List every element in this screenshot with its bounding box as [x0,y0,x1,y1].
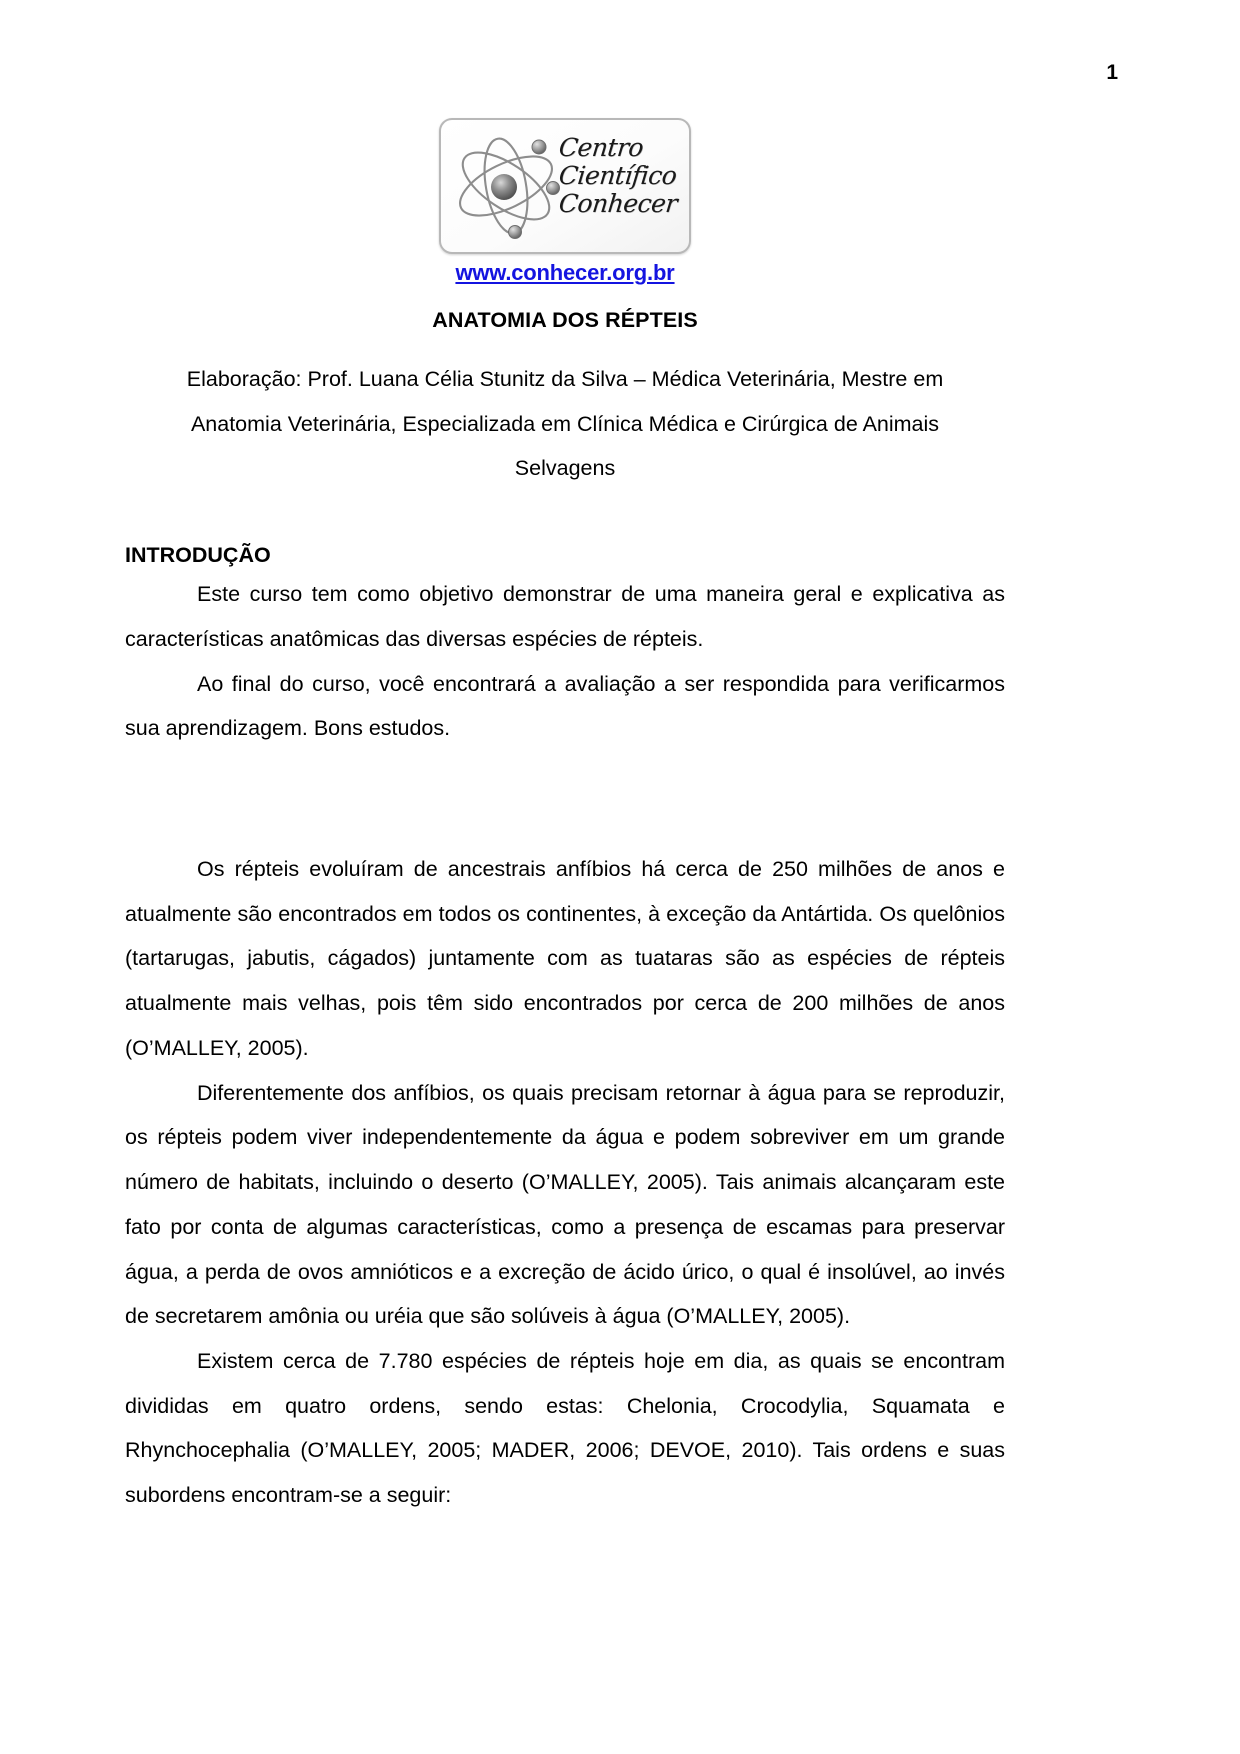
byline-line-3: Selvagens [514,456,616,481]
logo-container [125,118,1005,254]
atom-icon [449,126,567,246]
page-title: ANATOMIA DOS RÉPTEIS [432,308,698,332]
byline-line-2: Anatomia Veterinária, Especializada em Clínica Médica e Cirúrgica de Animais [190,411,940,436]
intro-paragraph-2: Ao final do curso, você encontrará a avaliação a ser respondida para verificarmos sua aprendizagem. Bons estudos. [125,671,1005,741]
logo-wordmark [559,134,687,218]
byline-line-1: Elaboração: Prof. Luana Célia Stunitz da Silva – Médica Veterinária, Mestre em [186,367,944,391]
intro-paragraph-1: Este curso tem como objetivo demonstrar de uma maneira geral e explicativa as características anatômicas das diversas espécies de répteis. [125,582,1005,651]
site-url-line [125,260,1005,286]
author-byline [125,357,1005,491]
body-paragraph-3: Existem cerca de 7.780 espécies de répteis hoje em dia, as quais se encontram divididas em quatro ordens, sendo estas: Chelonia, Crocodylia, Squamata e Rhynchocephalia (O’MALLEY, 2005; MADER, 2006; DEVOE, 2010). Tais ordens e suas subordens encontram-se a seguir: [125,1348,1005,1508]
section-heading-introducao: INTRODUÇÃO [125,543,271,568]
document-content [125,118,1005,1518]
centro-cientifico-conhecer-logo [439,118,691,254]
site-url-link[interactable]: www.conhecer.org.br [455,260,675,285]
page-number: 1 [1106,61,1118,84]
logo-word-centro: Centro [557,133,645,162]
logo-word-conhecer: Conhecer [557,189,679,218]
body-paragraph-1: Os répteis evoluíram de ancestrais anfíbios há cerca de 250 milhões de anos e atualmente são encontrados em todos os continentes, à exceção da Antártida. Os quelônios (tartarugas, jabutis, cágados) juntamente com as tuataras são as espécies de répteis atualmente mais velhas, pois têm sido encontrados por cerca de 200 milhões de anos (O’MALLEY, 2005). [125,857,1005,1060]
body-paragraph-2: Diferentemente dos anfíbios, os quais precisam retornar à água para se reproduzir, os répteis podem viver independentemente da água e podem sobreviver em um grande número de habitats, incluindo o deserto (O’MALLEY, 2005). Tais animais alcançaram este fato por conta de algumas características, como a presença de escamas para preservar água, a perda de ovos amnióticos e a excreção de ácido úrico, o qual é insolúvel, ao invés de secretarem amônia ou uréia que são solúveis à água (O’MALLEY, 2005). [125,1080,1005,1329]
logo-word-cientifico: Científico [557,161,678,190]
